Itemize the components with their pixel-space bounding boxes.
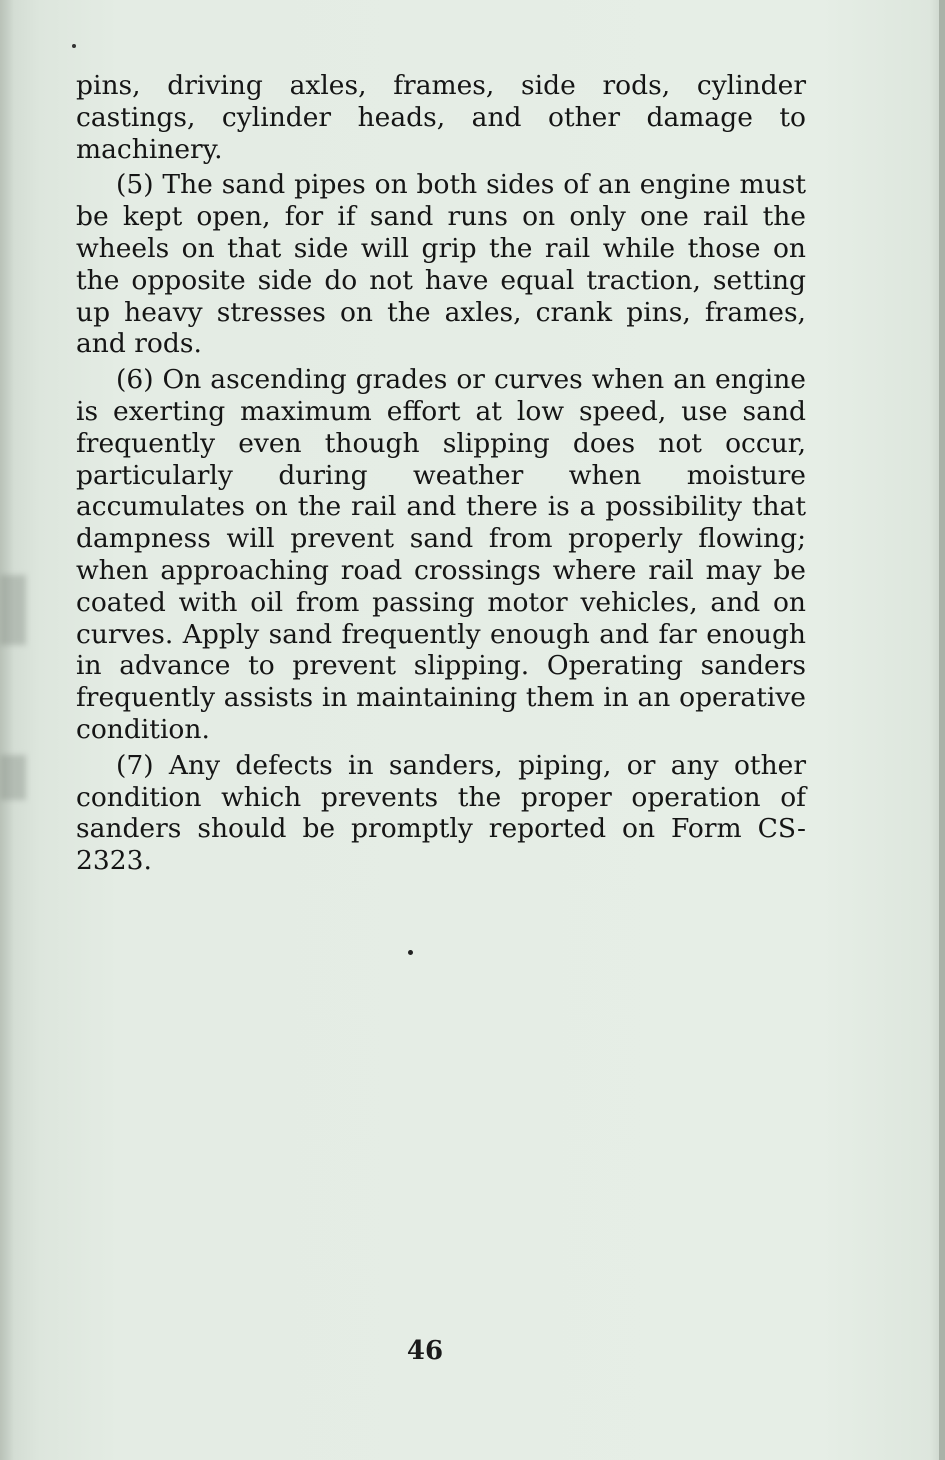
binding-edge-shadow [0,0,14,1460]
thumb-smudge [0,755,26,800]
body-text [76,70,806,881]
page-number: 46 [406,1336,444,1366]
paragraph-6: (6) On ascending grades or curves when an engine is exerting maximum effort at low speed, use sand frequently even though slipping does not occur, particularly during weather when moisture accumulates on the rail and there is a possibility that dampness will prevent sand from properly flowing; when approaching road crossings where rail may be coated with oil from passing motor vehicles, and on curves. Apply sand frequently enough and far enough in advance to prevent slipping. Operating sanders frequently assists in maintaining them in an operative condition. [76,364,806,745]
paragraph-continuation: pins, driving axles, frames, side rods, cylinder castings, cylinder heads, and other damage to machinery. [76,70,806,165]
ink-speck [72,44,76,48]
paragraph-7: (7) Any defects in sanders, piping, or any other condition which prevents the proper operation of sanders should be promptly reported on Form CS-2323. [76,749,806,877]
ink-speck [408,950,413,955]
page-edge [939,0,945,1460]
paragraph-5: (5) The sand pipes on both sides of an engine must be kept open, for if sand runs on only one rail the wheels on that side will grip the rail while those on the opposite side do not have equal traction, setting up heavy stresses on the axles, crank pins, frames, and rods. [76,169,806,360]
thumb-smudge [0,575,26,645]
